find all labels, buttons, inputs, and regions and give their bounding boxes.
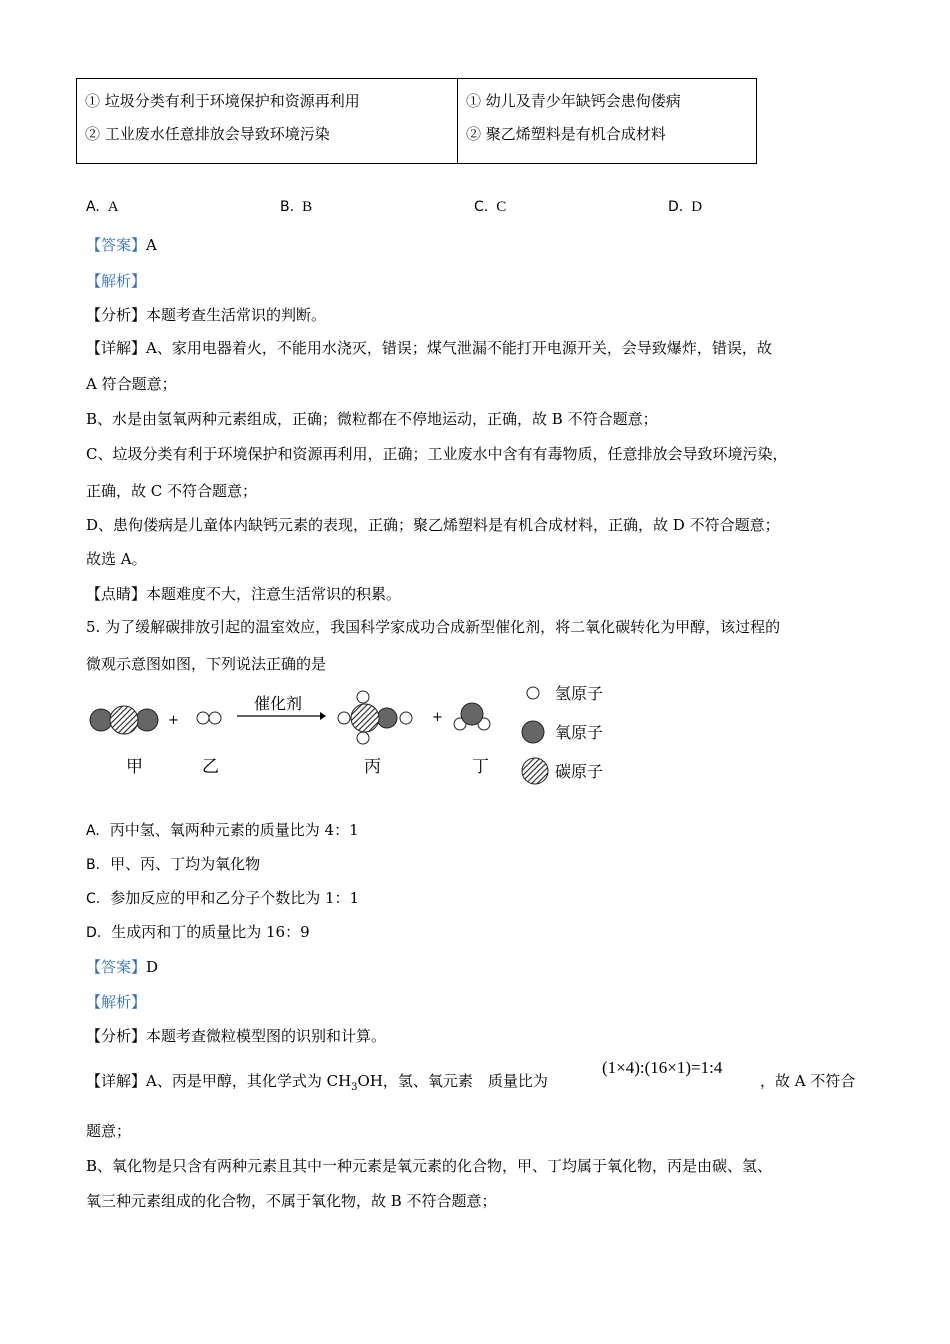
q5-detail-a-end: ，故 A 不符合 <box>760 1072 856 1090</box>
knowledge-table <box>76 78 757 164</box>
q5-answer <box>86 956 158 977</box>
q5-option-a <box>86 819 359 840</box>
q4-detail-line: C、垃圾分类有利于环境保护和资源再利用，正确；工业废水中含有有毒物质，任意排放会导致环境污染， <box>86 445 788 463</box>
option-value: A <box>107 199 119 215</box>
option-text: 甲、丙、丁均为氧化物 <box>110 855 261 873</box>
option-key: D. <box>86 925 102 941</box>
reaction-diagram <box>80 680 640 790</box>
label-bing: 丙 <box>364 757 381 777</box>
methanol-molecule <box>338 691 412 744</box>
carbon-atom-icon <box>522 758 548 784</box>
oxygen-atom-icon <box>522 721 544 743</box>
q4-fenxi: 【分析】本题考查生活常识的判断。 <box>86 306 327 324</box>
option-text: 丙中氢、氧两种元素的质量比为 4：1 <box>109 821 359 839</box>
option-key: A. <box>86 823 100 839</box>
q4-dianjing: 【点睛】本题难度不大，注意生活常识的积累。 <box>86 585 402 603</box>
q5-detail-line: B、氧化物是只含有两种元素且其中一种元素是氧元素的化合物，甲、丁均属于氧化物，丙是由碳、氢、 <box>86 1157 773 1175</box>
q4-analysis-tag: 【解析】 <box>86 272 147 290</box>
answer-value: A <box>146 236 157 254</box>
table-cell-right <box>458 79 757 164</box>
table-cell-line: ① 幼儿及青少年缺钙会患佝偻病 <box>466 92 681 110</box>
q5-option-d <box>86 921 310 942</box>
option-value: D <box>691 199 703 215</box>
table-cell-line: ① 垃圾分类有利于环境保护和资源再利用 <box>85 92 360 110</box>
q4-detail-line: A 符合题意； <box>86 375 177 393</box>
hydrogen-atom-icon <box>527 687 539 699</box>
q4-option-b <box>280 199 312 216</box>
q5-detail-line: 题意； <box>86 1122 132 1140</box>
plus-sign: + <box>168 713 179 728</box>
option-value: C <box>496 199 507 215</box>
option-text: 生成丙和丁的质量比为 16：9 <box>111 923 310 941</box>
legend-oxygen: 氧原子 <box>555 723 604 742</box>
q4-option-c <box>474 199 506 216</box>
q4-answer <box>86 234 157 255</box>
option-value: B <box>302 199 313 215</box>
q4-option-a <box>86 199 119 216</box>
reaction-arrow <box>237 712 326 720</box>
mass-ratio-formula: (1×4):(16×1)=1:4 <box>602 1058 723 1077</box>
q4-detail-line: D、患佝偻病是儿童体内缺钙元素的表现，正确；聚乙烯塑料是有机合成材料，正确，故 D 不符合题意； <box>86 516 780 534</box>
q4-option-d <box>668 199 702 216</box>
answer-value: D <box>146 958 159 976</box>
option-key: D. <box>668 199 684 215</box>
q5-fenxi: 【分析】本题考查微粒模型图的识别和计算。 <box>86 1027 387 1045</box>
plus-sign: + <box>432 710 443 725</box>
option-text: 参加反应的甲和乙分子个数比为 1：1 <box>110 889 360 907</box>
option-key: B. <box>86 857 101 873</box>
q4-detail-line: 故选 A。 <box>86 550 147 568</box>
label-ding: 丁 <box>472 757 489 777</box>
label-jia: 甲 <box>126 757 143 777</box>
co2-molecule <box>90 706 158 734</box>
q5-option-b <box>86 853 260 874</box>
legend-hydrogen: 氢原子 <box>555 684 604 703</box>
q5-option-c <box>86 887 359 908</box>
option-key: C. <box>474 199 489 215</box>
q5-stem: 微观示意图如图，下列说法正确的是 <box>86 655 327 673</box>
option-key: C. <box>86 891 101 907</box>
q5-detail-line: 氧三种元素组成的化合物，不属于氧化物，故 B 不符合题意； <box>86 1192 497 1210</box>
subscript: 3 <box>351 1082 358 1093</box>
table-cell-left <box>77 79 458 164</box>
q5-analysis-tag: 【解析】 <box>86 993 147 1011</box>
option-key: B. <box>280 199 295 215</box>
table-cell-line: ② 工业废水任意排放会导致环境污染 <box>85 125 330 143</box>
legend-carbon: 碳原子 <box>555 762 604 781</box>
label-yi: 乙 <box>202 757 219 777</box>
q4-detail-line: 【详解】A、家用电器着火，不能用水浇灭，错误；煤气泄漏不能打开电源开关，会导致爆炸，错误，故 <box>86 339 772 357</box>
answer-tag: 【答案】 <box>86 958 147 976</box>
option-key: A. <box>86 199 100 215</box>
detail-text: OH，氢、氧元素 质量比为 <box>357 1072 548 1090</box>
table-cell-line: ② 聚乙烯塑料是有机合成材料 <box>466 125 666 143</box>
q5-stem: 5. 为了缓解碳排放引起的温室效应，我国科学家成功合成新型催化剂，将二氧化碳转化为甲醇，该过程的 <box>86 618 781 636</box>
h2-molecule <box>197 712 221 724</box>
q4-detail-line: B、水是由氢氧两种元素组成，正确；微粒都在不停地运动，正确，故 B 不符合题意； <box>86 410 658 428</box>
detail-text: 【详解】A、丙是甲醇，其化学式为 CH <box>86 1072 352 1090</box>
q4-detail-line: 正确，故 C 不符合题意； <box>86 482 258 500</box>
legend <box>522 684 603 784</box>
water-molecule <box>454 703 490 730</box>
catalyst-label: 催化剂 <box>254 694 303 713</box>
q5-detail-a <box>86 1070 548 1093</box>
answer-tag: 【答案】 <box>86 236 147 254</box>
